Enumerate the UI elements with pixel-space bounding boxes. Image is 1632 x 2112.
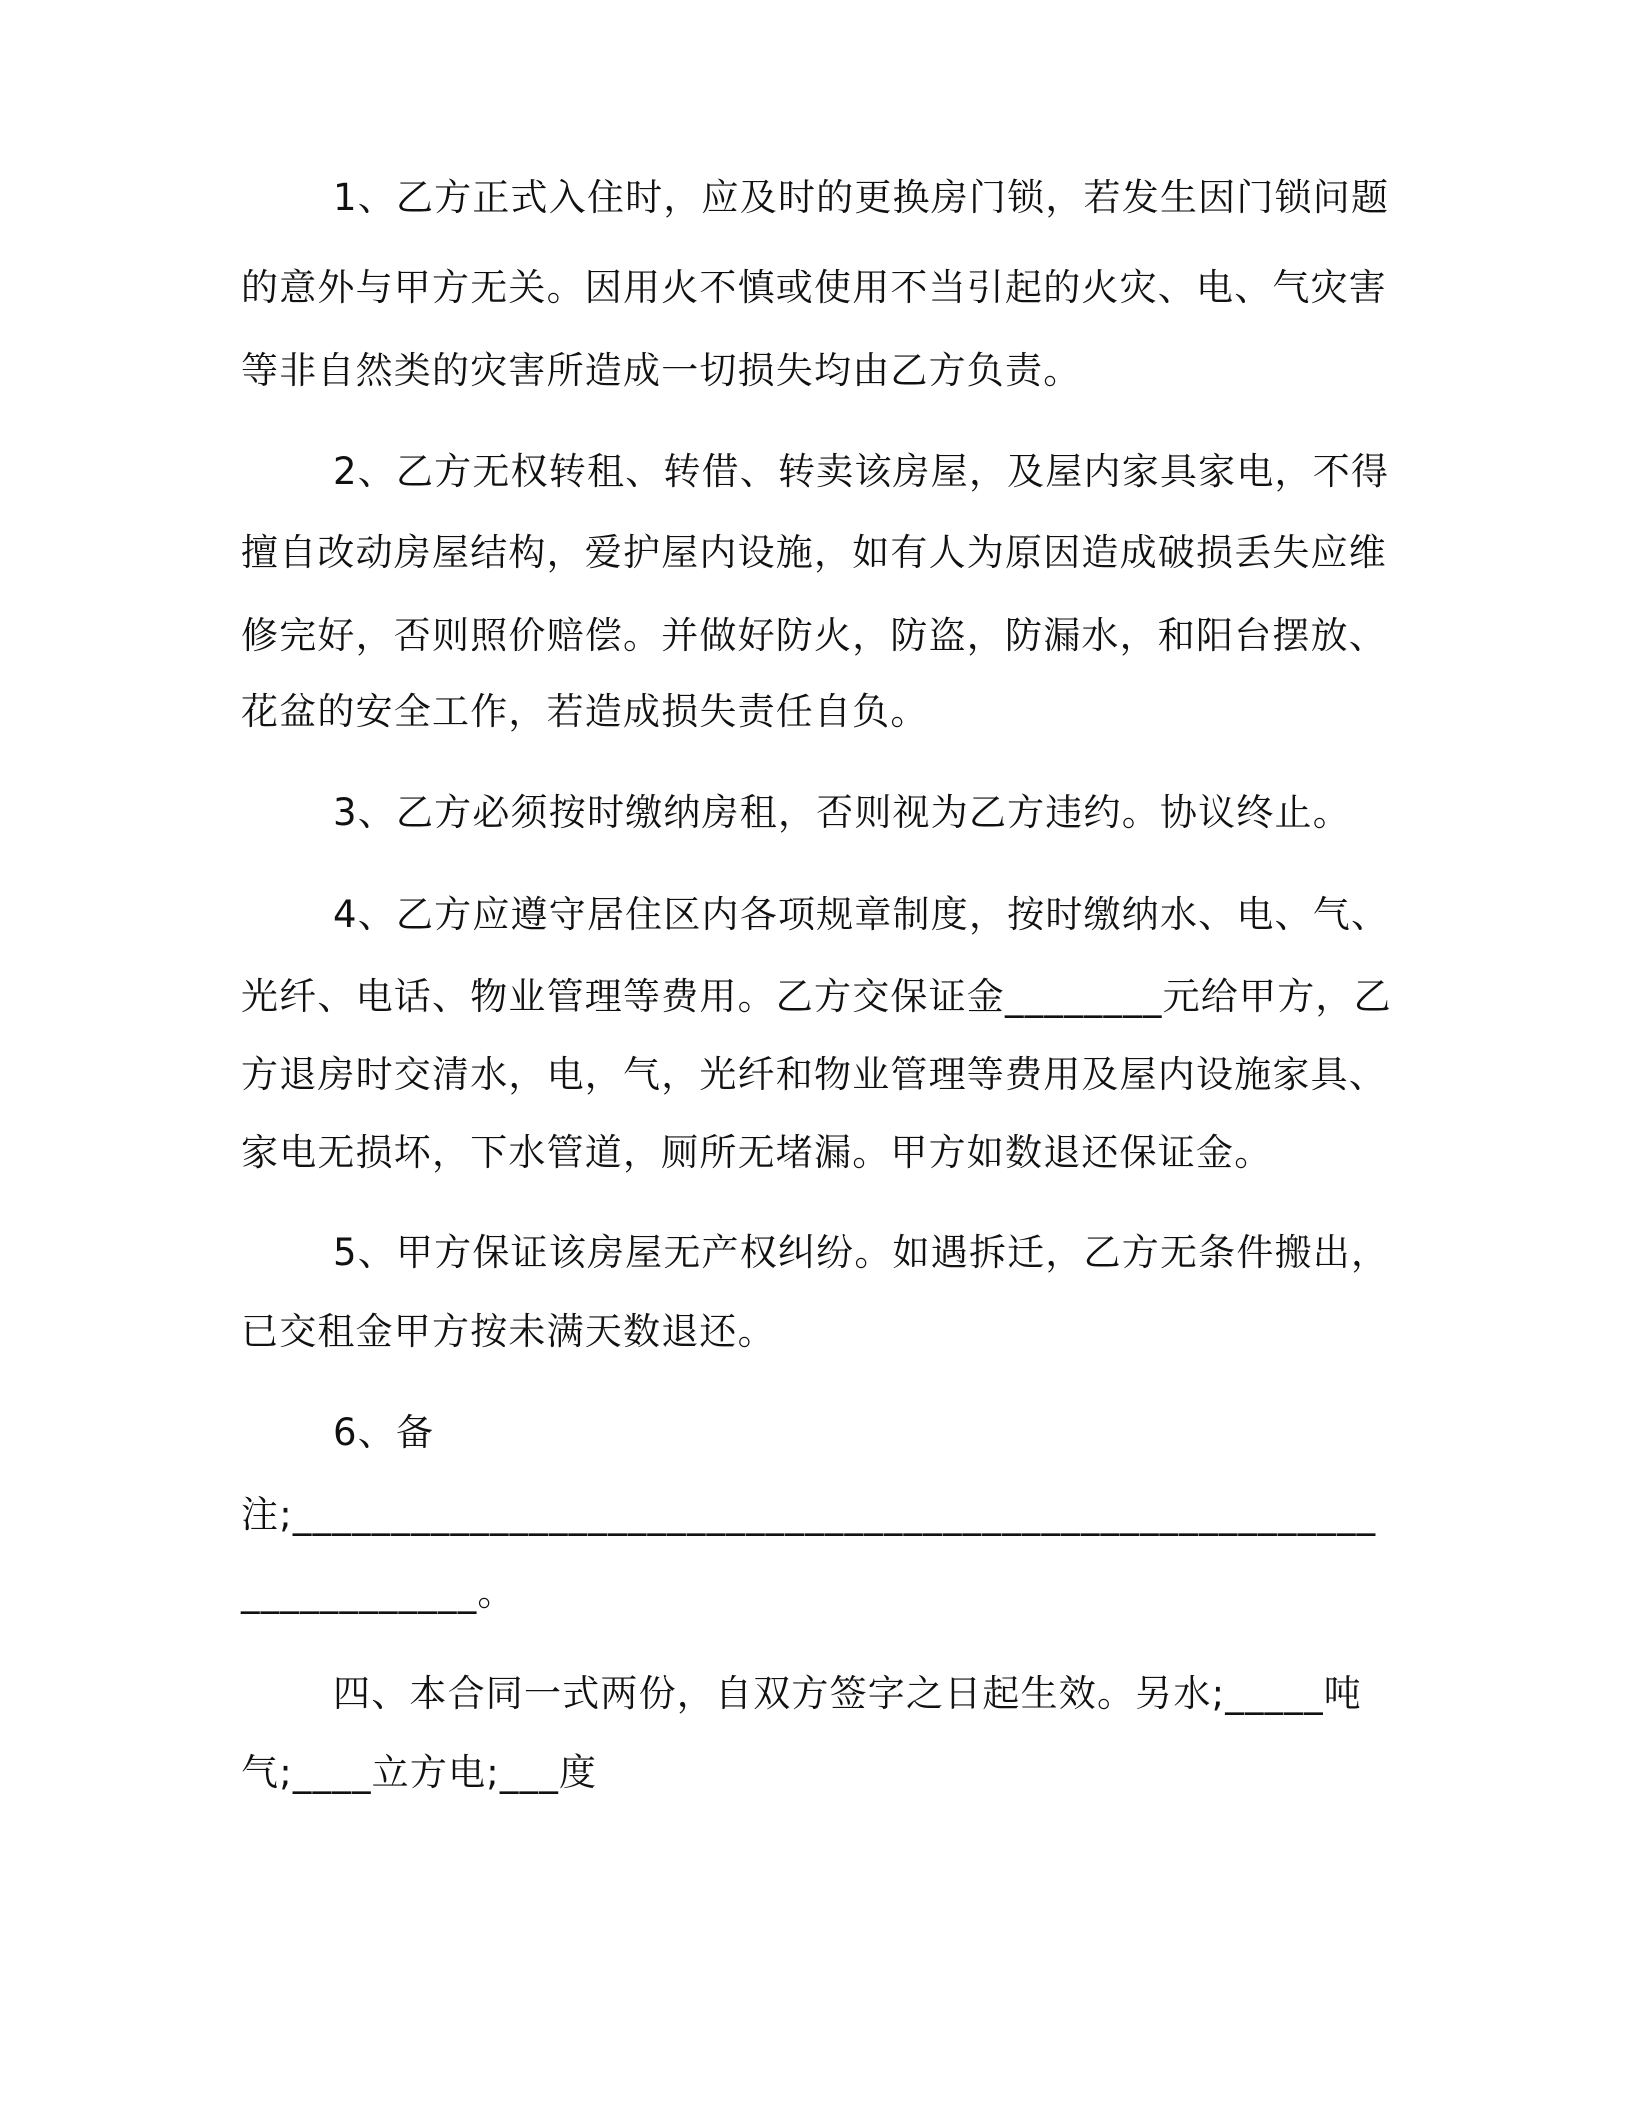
clause-4-line-2: 光纤、电话、物业管理等费用。乙方交保证金________元给甲方，乙 <box>241 975 1392 1018</box>
clause-2-line-2: 擅自改动房屋结构，爱护屋内设施，如有人为原因造成破损丢失应维 <box>241 531 1387 574</box>
section-4-line-2: 气;____立方电;___度 <box>241 1751 598 1794</box>
clause-2-line-1: 2、乙方无权转租、转借、转卖该房屋，及屋内家具家电，不得 <box>333 450 1390 493</box>
remarks-blank-line-2: ____________。 <box>241 1571 516 1614</box>
clause-4-line-1: 4、乙方应遵守居住区内各项规章制度，按时缴纳水、电、气、 <box>333 893 1390 936</box>
clause-1-line-2: 的意外与甲方无关。因用火不慎或使用不当引起的火灾、电、气灾害 <box>241 266 1387 309</box>
clause-4-line-4: 家电无损坏，下水管道，厕所无堵漏。甲方如数退还保证金。 <box>241 1131 1273 1174</box>
clause-2-line-3: 修完好，否则照价赔偿。并做好防火，防盗，防漏水，和阳台摆放、 <box>241 614 1387 657</box>
clause-2-line-4: 花盆的安全工作，若造成损失责任自负。 <box>241 690 929 733</box>
clause-1-line-3: 等非自然类的灾害所造成一切损失均由乙方负责。 <box>241 349 1082 392</box>
clause-6-line-1: 6、备 <box>333 1411 435 1454</box>
clause-3-line-1: 3、乙方必须按时缴纳房租，否则视为乙方违约。协议终止。 <box>333 791 1351 834</box>
section-4-line-1: 四、本合同一式两份，自双方签字之日起生效。另水;_____吨 <box>333 1672 1362 1715</box>
clause-4-line-3: 方退房时交清水，电，气，光纤和物业管理等费用及屋内设施家具、 <box>241 1053 1387 1096</box>
clause-5-line-2: 已交租金甲方按未满天数退还。 <box>241 1310 776 1353</box>
clause-1-line-1: 1、乙方正式入住时，应及时的更换房门锁，若发生因门锁问题 <box>333 176 1390 219</box>
clause-5-line-1: 5、甲方保证该房屋无产权纠纷。如遇拆迁，乙方无条件搬出， <box>333 1231 1390 1274</box>
remarks-blank-line-1: 注;_______________________________________________________ <box>241 1493 1377 1536</box>
